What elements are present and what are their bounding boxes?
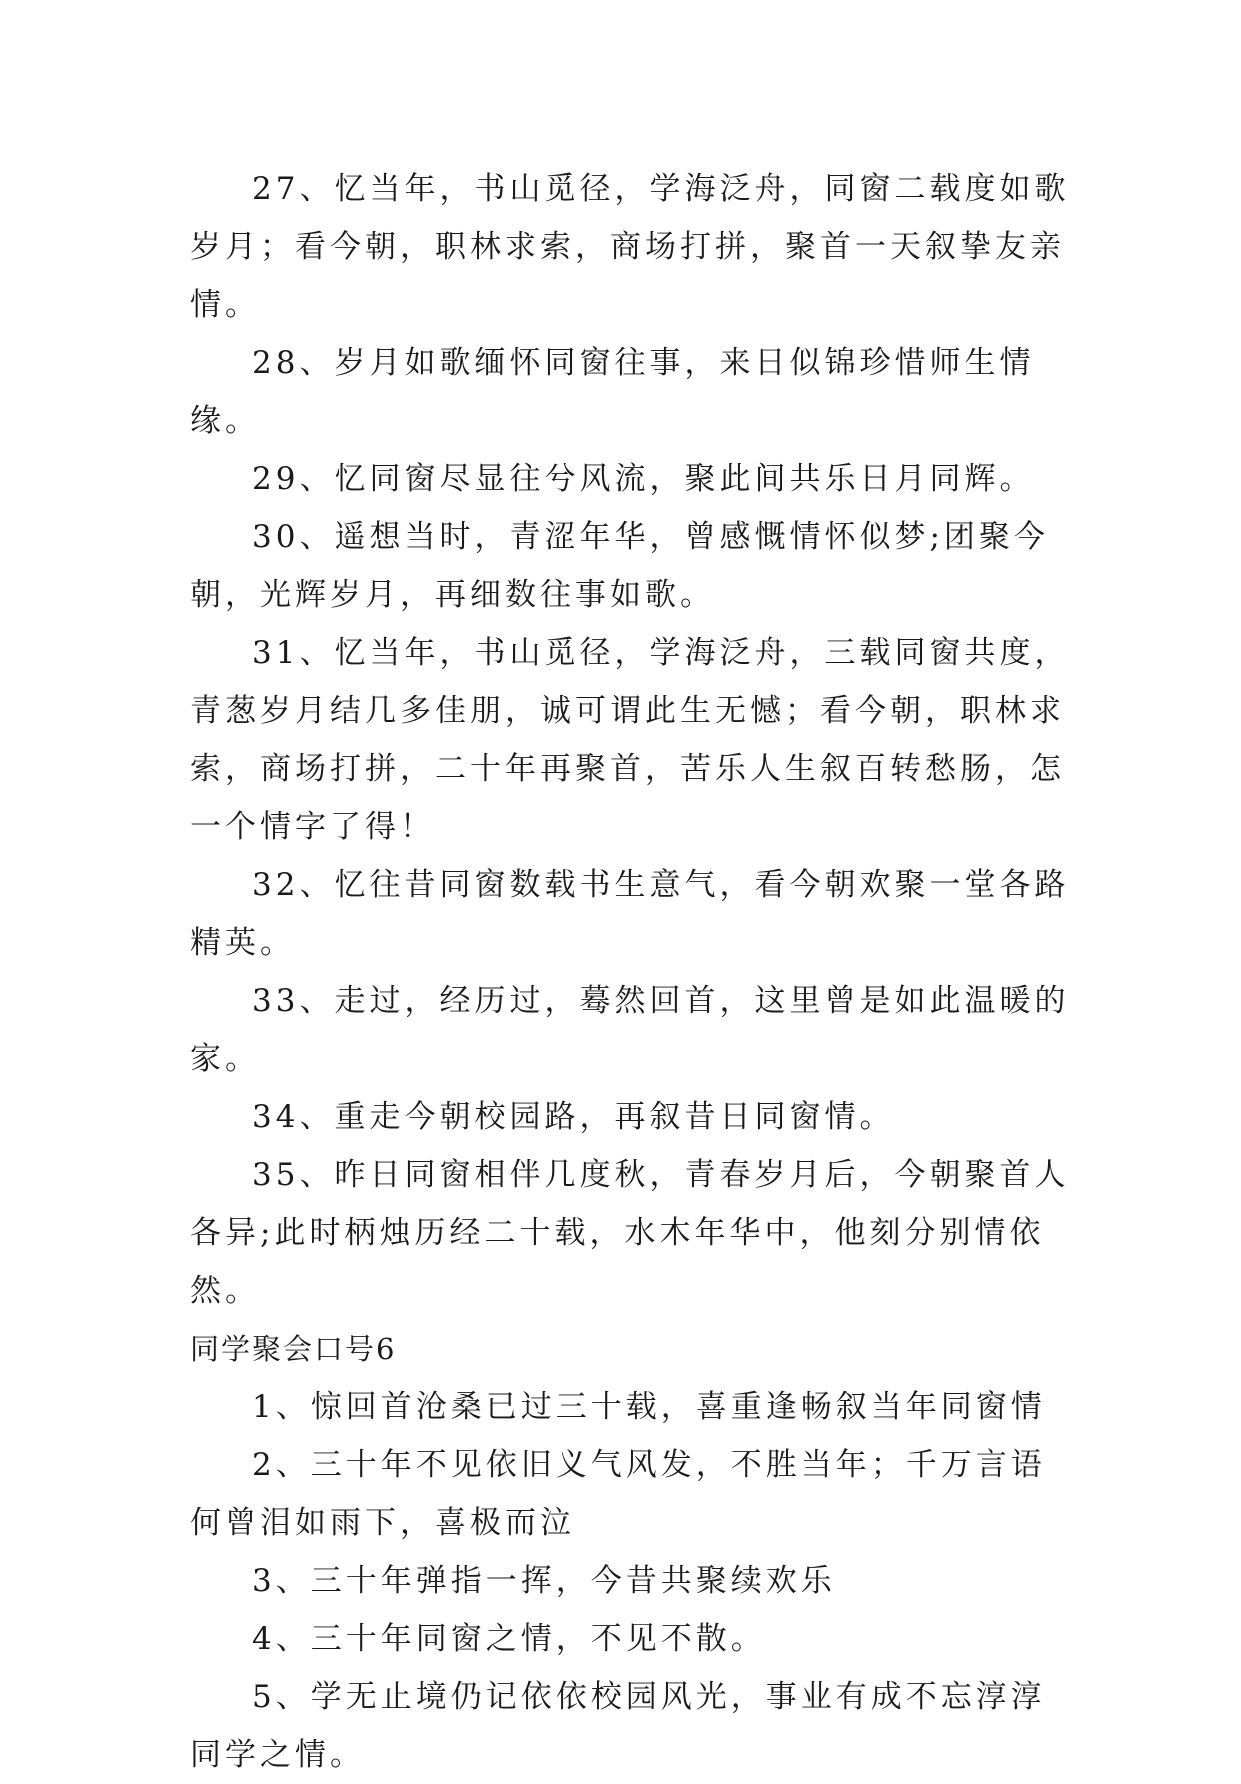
slogan-27: 27、忆当年，书山觅径，学海泛舟，同窗二载度如歌岁月；看今朝，职林求索，商场打拼，聚首一天叙挚友亲情。 — [190, 171, 1070, 323]
slogan-29: 29、忆同窗尽显往兮风流，聚此间共乐日月同辉。 — [252, 461, 1035, 497]
slogan-31: 31、忆当年，书山觅径，学海泛舟，三载同窗共度，青葱岁月结几多佳朋，诚可谓此生无憾；看今朝，职林求索，商场打拼，二十年再聚首，苦乐人生叙百转愁肠，怎一个情字了得！ — [190, 635, 1070, 845]
slogan-34: 34、重走今朝校园路，再叙昔日同窗情。 — [252, 1099, 895, 1135]
slogan-2: 2、三十年不见依旧义气风发，不胜当年；千万言语何曾泪如雨下，喜极而泣 — [190, 1447, 1046, 1541]
slogan-32: 32、忆往昔同窗数载书生意气，看今朝欢聚一堂各路精英。 — [190, 867, 1070, 961]
document-page — [190, 160, 1070, 1784]
slogan-5: 5、学无止境仍记依依校园风光，事业有成不忘淳淳同学之情。 — [190, 1679, 1046, 1773]
slogan-30: 30、遥想当时，青涩年华，曾感慨情怀似梦;团聚今朝，光辉岁月，再细数往事如歌。 — [190, 519, 1049, 613]
section-heading: 同学聚会口号6 — [190, 1332, 397, 1366]
slogan-28: 28、岁月如歌缅怀同窗往事，来日似锦珍惜师生情缘。 — [190, 345, 1035, 439]
slogan-4: 4、三十年同窗之情，不见不散。 — [252, 1621, 766, 1657]
slogan-35: 35、昨日同窗相伴几度秋，青春岁月后，今朝聚首人各异;此时柄烛历经二十载，水木年华中，他刻分别情依然。 — [190, 1157, 1070, 1309]
slogan-1: 1、惊回首沧桑已过三十载，喜重逢畅叙当年同窗情 — [252, 1389, 1046, 1425]
slogan-3: 3、三十年弹指一挥，今昔共聚续欢乐 — [252, 1563, 836, 1599]
slogan-33: 33、走过，经历过，蓦然回首，这里曾是如此温暖的家。 — [190, 983, 1070, 1077]
